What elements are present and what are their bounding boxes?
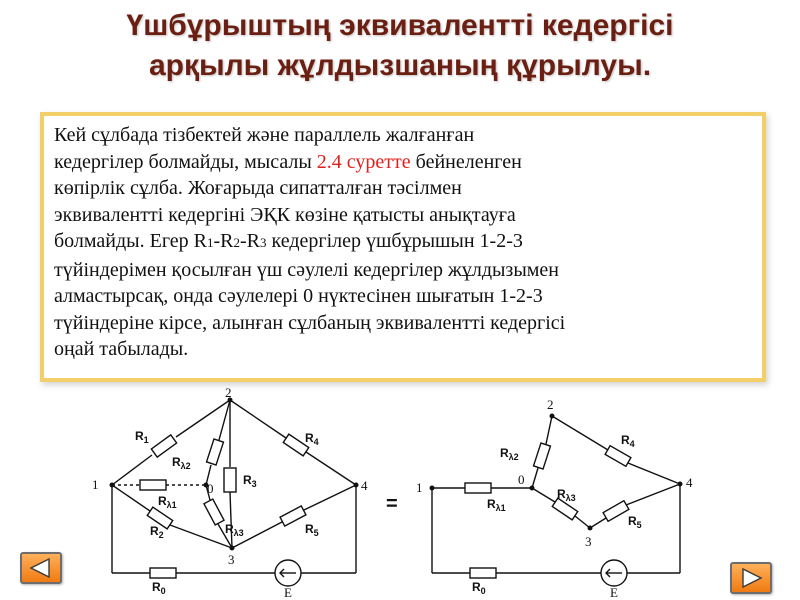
node-1-right (430, 486, 435, 491)
label-r5: $R_5$ (305, 522, 319, 538)
right-circuit-wires (432, 416, 680, 573)
r2-subscript: 2 (233, 235, 240, 250)
label-node-3-right: 3 (585, 534, 592, 549)
label-r1: $R_1$ (135, 429, 149, 445)
node-4-left (354, 483, 359, 488)
arrow-left-icon (22, 554, 60, 582)
label-r4: $R_4$ (305, 431, 319, 447)
label-r4-right: $R_4$ (621, 433, 635, 449)
label-rl3: $R_{\lambda 3}$ (225, 522, 244, 538)
body-line-7: алмастырсақ, онда сәулелері 0 нүктесінен шығатын 1-2-3 (54, 285, 543, 307)
label-node-0: 0 (207, 481, 214, 496)
node-3-right (588, 526, 593, 531)
label-node-1-right: 1 (416, 480, 423, 495)
label-node-4: 4 (361, 478, 368, 493)
body-line-5-r3: -R (239, 230, 260, 252)
resistor-rl3 (204, 499, 224, 525)
body-line-6: түйіндерімен қосылған үш сәулелі кедергілер жұлдызымен (54, 258, 559, 281)
label-r0: $R_0$ (152, 580, 166, 596)
label-rl1: $R_{\lambda 1}$ (158, 494, 177, 510)
label-node-0-right: 0 (518, 472, 525, 487)
arrow-right-icon (732, 564, 770, 592)
body-line-2-end: бейнеленген (410, 150, 522, 173)
figure-reference: 2.4 суретте (316, 150, 411, 173)
body-line-4: эквивалентті кедергіні ЭҚК көзіне қатысты анықтауға (54, 203, 516, 226)
node-4-right (678, 482, 683, 487)
equals-sign: = (386, 493, 398, 515)
resistor-rl1 (140, 480, 166, 490)
label-node-4-right: 4 (686, 475, 693, 490)
node-2-right (550, 414, 555, 419)
label-node-2-right: 2 (547, 397, 554, 412)
resistor-r3 (224, 468, 236, 492)
r3-subscript: 3 (259, 235, 267, 250)
body-line-5-end: кедергілер үшбұрышын 1-2-3 (266, 230, 523, 252)
body-line-5-r2: -R (213, 230, 234, 252)
body-line-8: түйіндеріне кірсе, алынған сұлбаның эквивалентті кедергісі (54, 311, 566, 334)
label-r5-right: $R_5$ (628, 514, 642, 530)
resistor-r0-right (470, 568, 496, 578)
resistor-r5-right (603, 501, 629, 522)
body-line-5-start: болмайды. Егер R (54, 230, 207, 252)
label-r0-right: $R_0$ (472, 580, 486, 596)
label-node-2: 2 (225, 385, 232, 400)
resistor-rl2-right (534, 443, 551, 469)
body-line-3: көпірлік сұлба. Жоғарыда сипатталған тәсілмен (54, 177, 462, 199)
resistor-r0 (150, 568, 176, 578)
label-e-left: E (284, 585, 292, 600)
r1-subscript: 1 (206, 235, 214, 250)
label-rl1-right: $R_{\lambda 1}$ (487, 497, 506, 513)
slide-title-line1: Үшбұрыштың эквивалентті кедергісі (126, 9, 674, 42)
resistor-r5 (280, 506, 306, 526)
previous-slide-button[interactable] (20, 552, 62, 584)
label-node-3: 3 (228, 552, 235, 567)
label-e-right: E (610, 585, 618, 600)
label-node-1: 1 (92, 477, 99, 492)
resistor-rl1-right (465, 483, 491, 493)
node-3-left (230, 546, 235, 551)
resistor-r1 (151, 435, 176, 457)
label-rl2: $R_{\lambda 2}$ (172, 455, 191, 471)
body-line-9: оңай табылады. (54, 338, 189, 360)
node-0-right (530, 486, 535, 491)
label-rl2-right: $R_{\lambda 2}$ (500, 446, 519, 462)
slide-title-line2: арқылы жұлдызшаның құрылуы. (148, 49, 652, 82)
label-r2: $R_2$ (150, 524, 164, 540)
body-line-2-start: кедергілер болмайды, мысалы (54, 150, 317, 173)
body-line-1: Кей сұлбада тізбектей және параллель жалғанған (54, 124, 475, 146)
node-1-left (110, 483, 115, 488)
resistor-rl2 (207, 439, 224, 465)
label-rl3-right: $R_{\lambda 3}$ (557, 487, 576, 503)
resistor-r4-right (605, 446, 631, 467)
label-r3: $R_3$ (243, 473, 257, 489)
next-slide-button[interactable] (730, 562, 772, 594)
